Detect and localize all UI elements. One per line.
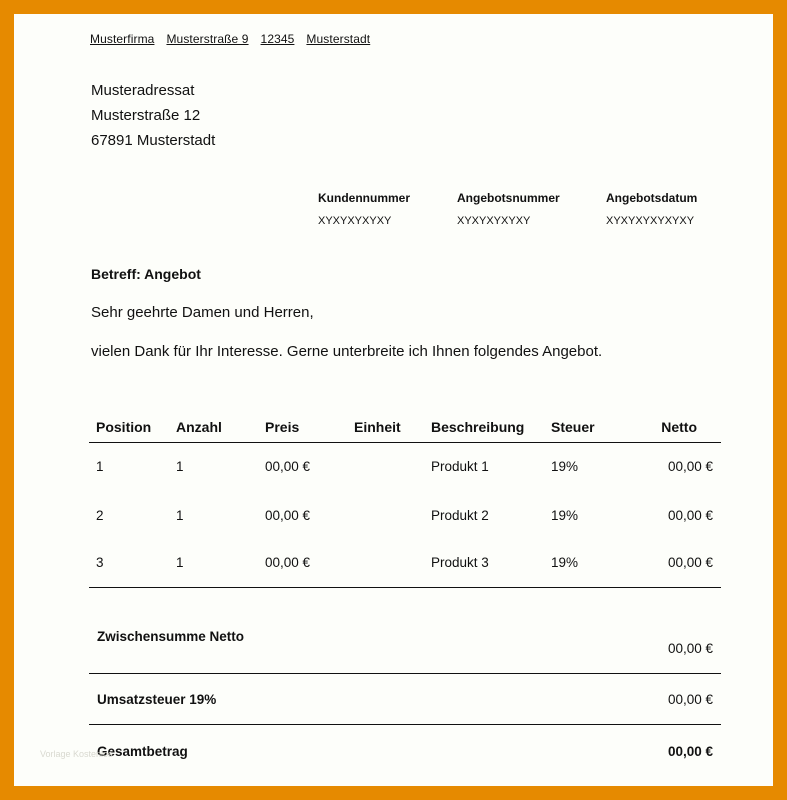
subject-line: Betreff: Angebot — [91, 266, 201, 282]
meta-value-offer-number: XYXYXYXYXY — [457, 215, 531, 227]
cell-beschreibung: Produkt 1 — [431, 459, 489, 474]
total-label: Gesamtbetrag — [97, 744, 188, 759]
cell-preis: 00,00 € — [265, 555, 311, 570]
meta-label-customer: Kundennummer — [318, 191, 411, 205]
sender-company: Musterfirma — [90, 32, 155, 46]
meta-label-offer-number: Angebotsnummer — [457, 191, 560, 205]
watermark-text: Vorlage Kostenlos — [40, 749, 113, 759]
salutation: Sehr geehrte Damen und Herren, — [91, 304, 314, 321]
th-position: Position — [96, 419, 152, 435]
tax-label: Umsatzsteuer 19% — [97, 692, 217, 707]
tax-divider — [89, 724, 721, 725]
recipient-name: Musteradressat — [91, 82, 195, 99]
cell-position: 1 — [96, 459, 104, 474]
meta-value-customer: XYXYXYXYXY — [318, 215, 392, 227]
tax-value: 00,00 € — [667, 692, 713, 707]
recipient-street: Musterstraße 12 — [91, 107, 201, 124]
th-preis: Preis — [265, 419, 300, 435]
cell-netto: 00,00 € — [667, 459, 713, 474]
total-value: 00,00 € — [667, 744, 713, 759]
cell-netto: 00,00 € — [667, 555, 713, 570]
cell-anzahl: 1 — [176, 555, 184, 570]
cell-position: 2 — [96, 508, 104, 523]
subtotal-value: 00,00 € — [667, 641, 713, 656]
cell-beschreibung: Produkt 3 — [431, 555, 489, 570]
th-beschreibung: Beschreibung — [431, 419, 525, 435]
th-steuer: Steuer — [551, 419, 595, 435]
cell-steuer: 19% — [551, 459, 579, 474]
document-page — [14, 14, 773, 786]
meta-value-offer-date: XYXYXYXYXYXY — [606, 215, 695, 227]
th-anzahl: Anzahl — [176, 419, 222, 435]
cell-netto: 00,00 € — [667, 508, 713, 523]
cell-anzahl: 1 — [176, 508, 184, 523]
meta-label-offer-date: Angebotsdatum — [606, 191, 698, 205]
th-netto: Netto — [661, 419, 697, 435]
table-bottom-divider — [89, 587, 721, 588]
recipient-city: 67891 Musterstadt — [91, 132, 216, 149]
sender-street: Musterstraße 9 — [166, 32, 249, 46]
cell-position: 3 — [96, 555, 104, 570]
sender-city: Musterstadt — [306, 32, 371, 46]
cell-anzahl: 1 — [176, 459, 184, 474]
cell-steuer: 19% — [551, 508, 579, 523]
sender-line — [90, 32, 370, 46]
th-einheit: Einheit — [354, 419, 401, 435]
subtotal-label: Zwischensumme Netto — [97, 629, 245, 644]
cell-preis: 00,00 € — [265, 508, 311, 523]
intro-text: vielen Dank für Ihr Interesse. Gerne unterbreite ich Ihnen folgendes Angebot. — [91, 343, 603, 360]
header-divider — [89, 442, 721, 443]
sender-zip: 12345 — [260, 32, 295, 46]
cell-beschreibung: Produkt 2 — [431, 508, 489, 523]
cell-preis: 00,00 € — [265, 459, 311, 474]
cell-steuer: 19% — [551, 555, 579, 570]
subtotal-divider — [89, 673, 721, 674]
